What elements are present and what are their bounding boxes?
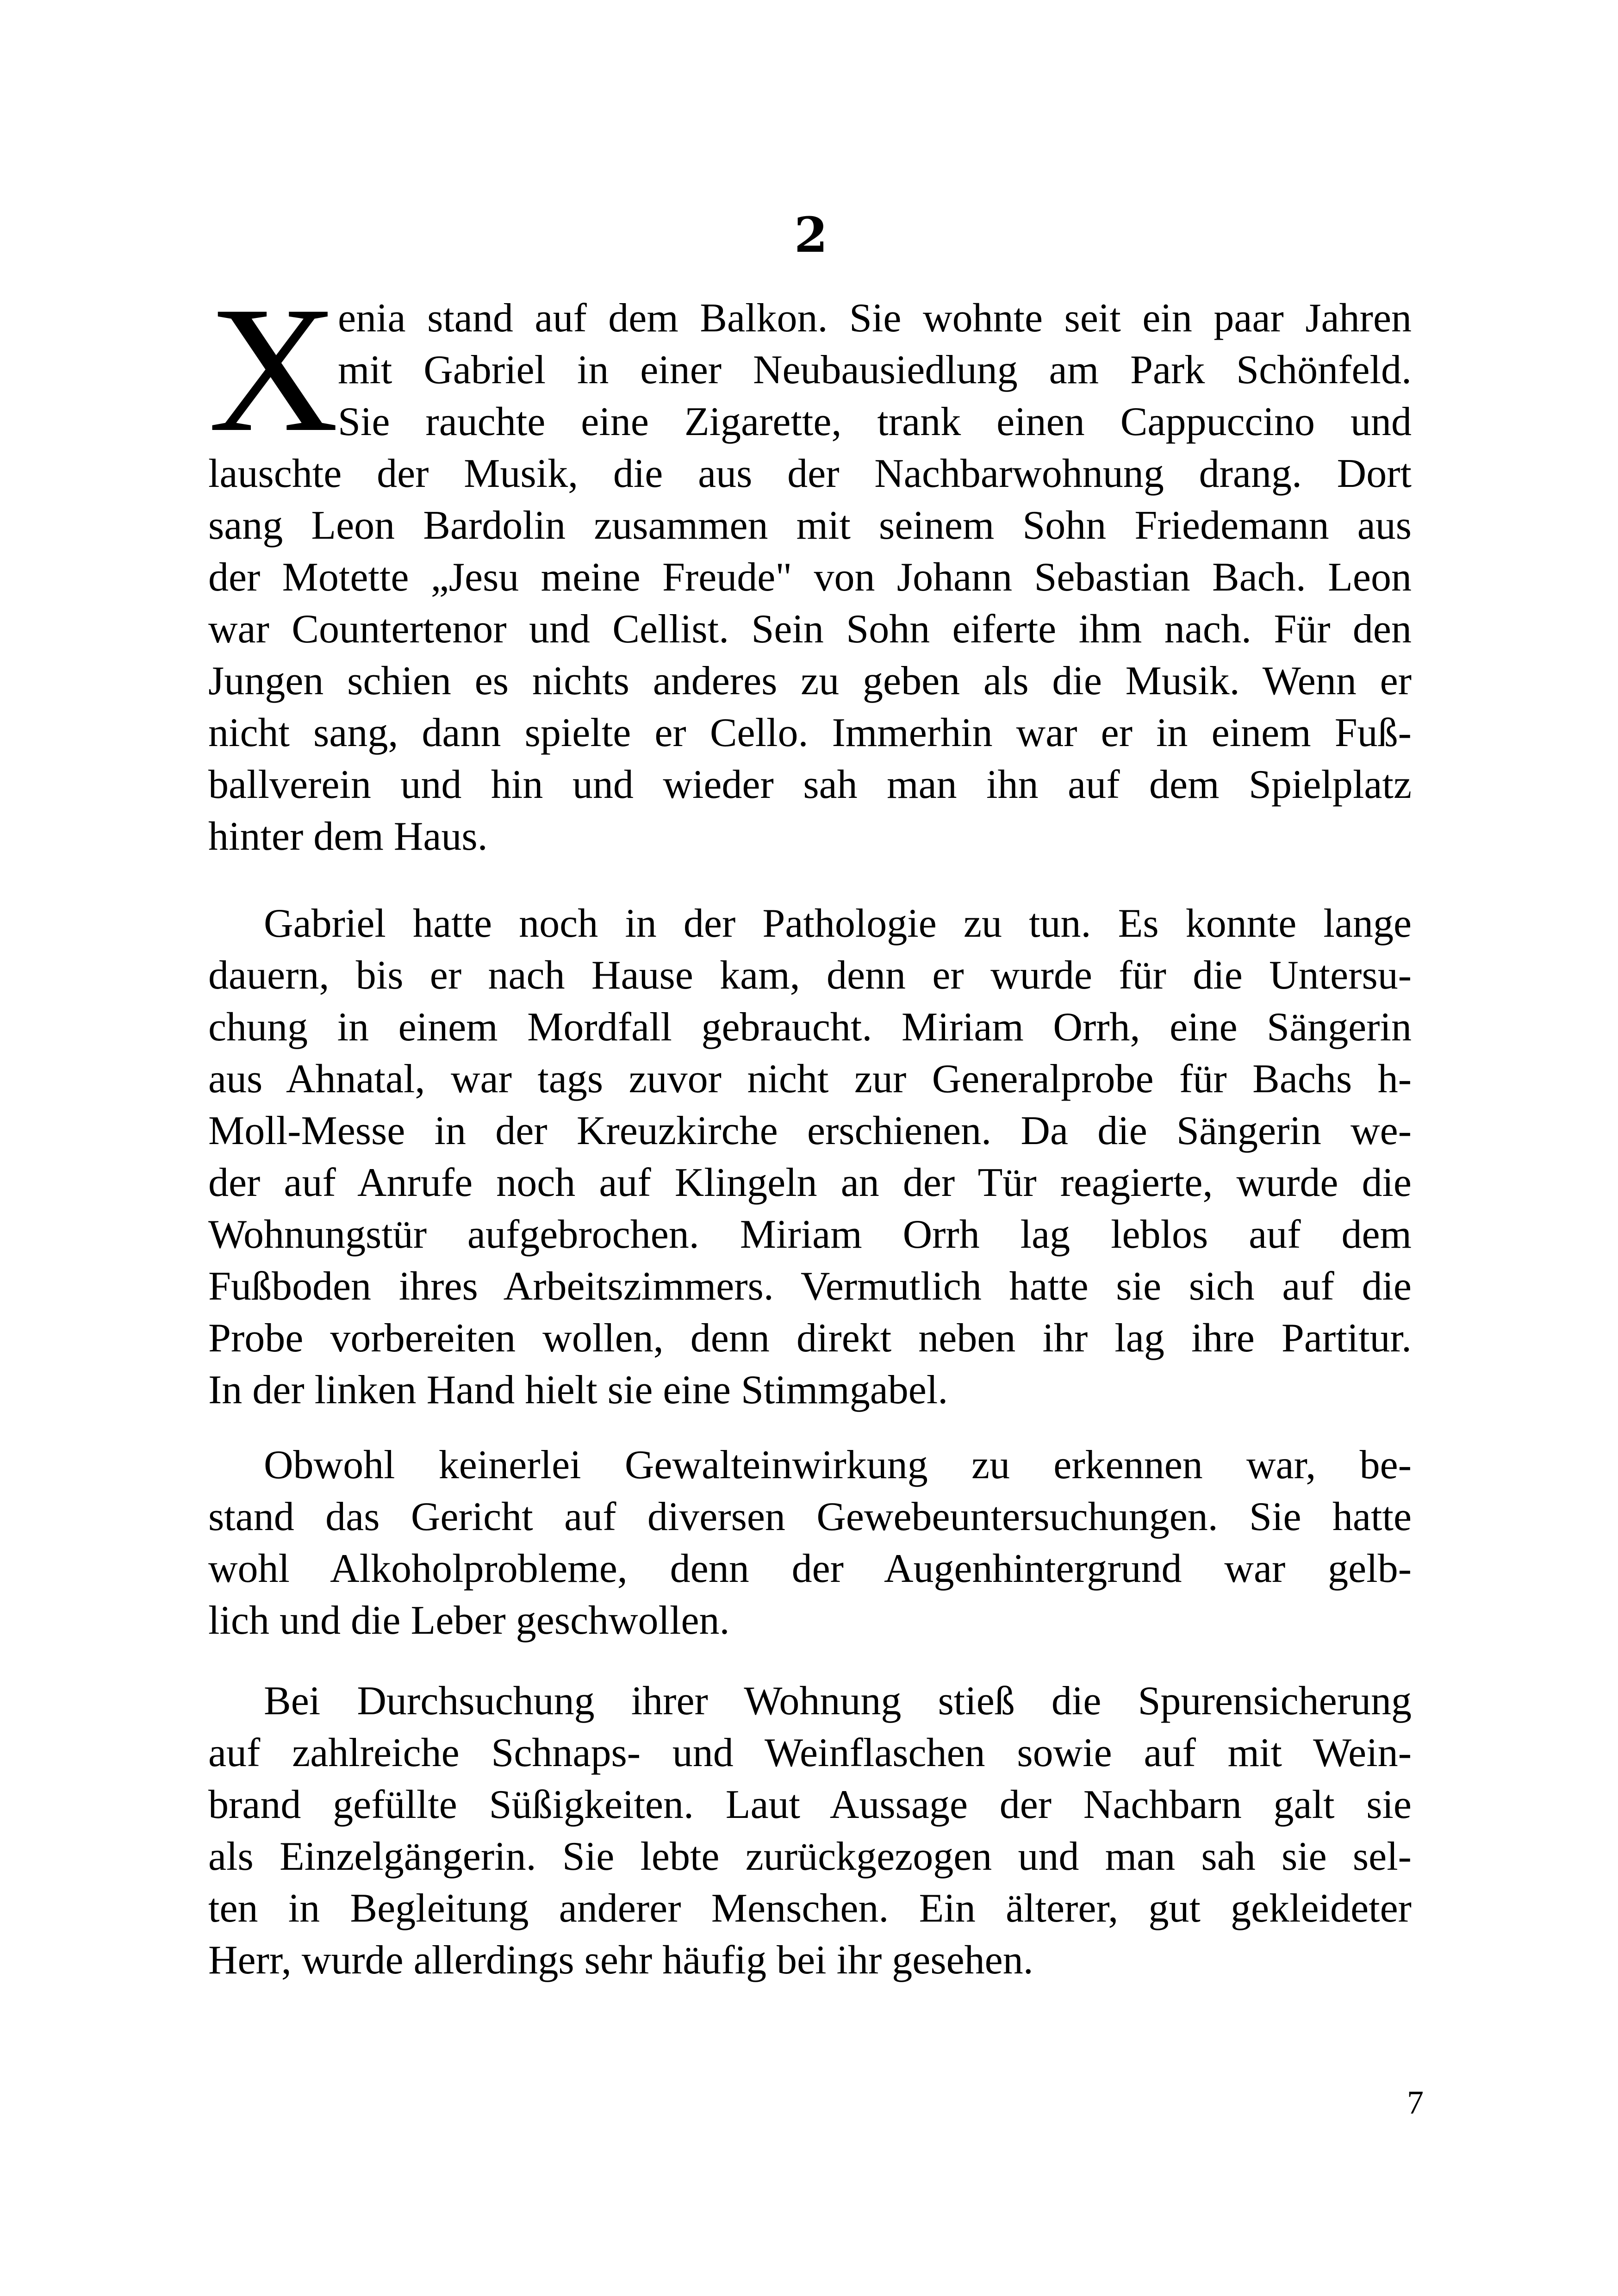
text-line: der auf Anrufe noch auf Klingeln an der Tür reagierte, wurde die (208, 1160, 1412, 1205)
drop-cap: X (208, 269, 339, 469)
text-line: mit Gabriel in einer Neubausiedlung am Park Schönfeld. (338, 348, 1412, 392)
text-line: lich und die Leber geschwollen. (208, 1598, 730, 1643)
text-line: lauschte der Musik, die aus der Nachbarwohnung drang. Dort (208, 451, 1412, 496)
text-line: ballverein und hin und wieder sah man ihn auf dem Spielplatz (208, 762, 1412, 807)
text-line: chung in einem Mordfall gebraucht. Miriam Orrh, eine Sängerin (208, 1005, 1412, 1050)
text-line: der Motette „Jesu meine Freude" von Johann Sebastian Bach. Leon (208, 555, 1412, 600)
text-line: Obwohl keinerlei Gewalteinwirkung zu erkennen war, be- (264, 1443, 1412, 1487)
paragraph-4 (208, 1675, 1412, 1986)
text-line: auf zahlreiche Schnaps- und Weinflaschen sowie auf mit Wein- (208, 1730, 1412, 1775)
page-number: 7 (1407, 2084, 1424, 2121)
text-line: ten in Begleitung anderer Menschen. Ein älterer, gut gekleideter (208, 1886, 1412, 1931)
chapter-number: 2 (794, 206, 828, 263)
text-line: Jungen schien es nichts anderes zu geben als die Musik. Wenn er (208, 659, 1412, 703)
text-line: nicht sang, dann spielte er Cello. Immerhin war er in einem Fuß- (208, 710, 1412, 755)
text-line: hinter dem Haus. (208, 814, 488, 859)
text-line: Probe vorbereiten wollen, denn direkt neben ihr lag ihre Partitur. (208, 1316, 1412, 1361)
text-line: wohl Alkoholprobleme, denn der Augenhintergrund war gelb- (208, 1546, 1412, 1591)
paragraph-1-opening (338, 292, 1412, 448)
text-line: In der linken Hand hielt sie eine Stimmgabel. (208, 1368, 948, 1412)
paragraph-1-continued (208, 448, 1412, 863)
text-line: als Einzelgängerin. Sie lebte zurückgezogen und man sah sie sel- (208, 1834, 1412, 1879)
text-line: Gabriel hatte noch in der Pathologie zu tun. Es konnte lange (264, 901, 1412, 946)
text-line: war Countertenor und Cellist. Sein Sohn eiferte ihm nach. Für den (208, 607, 1412, 652)
text-line: Moll-Messe in der Kreuzkirche erschienen. Da die Sängerin we- (208, 1108, 1412, 1153)
text-line: sang Leon Bardolin zusammen mit seinem Sohn Friedemann aus (208, 503, 1412, 548)
text-line: Wohnungstür aufgebrochen. Miriam Orrh lag leblos auf dem (208, 1212, 1412, 1257)
paragraph-2 (208, 898, 1412, 1416)
text-line: brand gefüllte Süßigkeiten. Laut Aussage der Nachbarn galt sie (208, 1782, 1412, 1827)
text-line: dauern, bis er nach Hause kam, denn er wurde für die Untersu- (208, 953, 1412, 998)
text-line: aus Ahnatal, war tags zuvor nicht zur Generalprobe für Bachs h- (208, 1057, 1412, 1101)
text-line: Herr, wurde allerdings sehr häufig bei ihr gesehen. (208, 1938, 1033, 1983)
text-line: Sie rauchte eine Zigarette, trank einen Cappuccino und (338, 399, 1412, 444)
text-line: Bei Durchsuchung ihrer Wohnung stieß die Spurensicherung (264, 1679, 1412, 1724)
text-line: enia stand auf dem Balkon. Sie wohnte seit ein paar Jahren (338, 296, 1412, 341)
text-line: stand das Gericht auf diversen Gewebeuntersuchungen. Sie hatte (208, 1494, 1412, 1539)
paragraph-3 (208, 1439, 1412, 1647)
text-line: Fußboden ihres Arbeitszimmers. Vermutlich hatte sie sich auf die (208, 1264, 1412, 1309)
